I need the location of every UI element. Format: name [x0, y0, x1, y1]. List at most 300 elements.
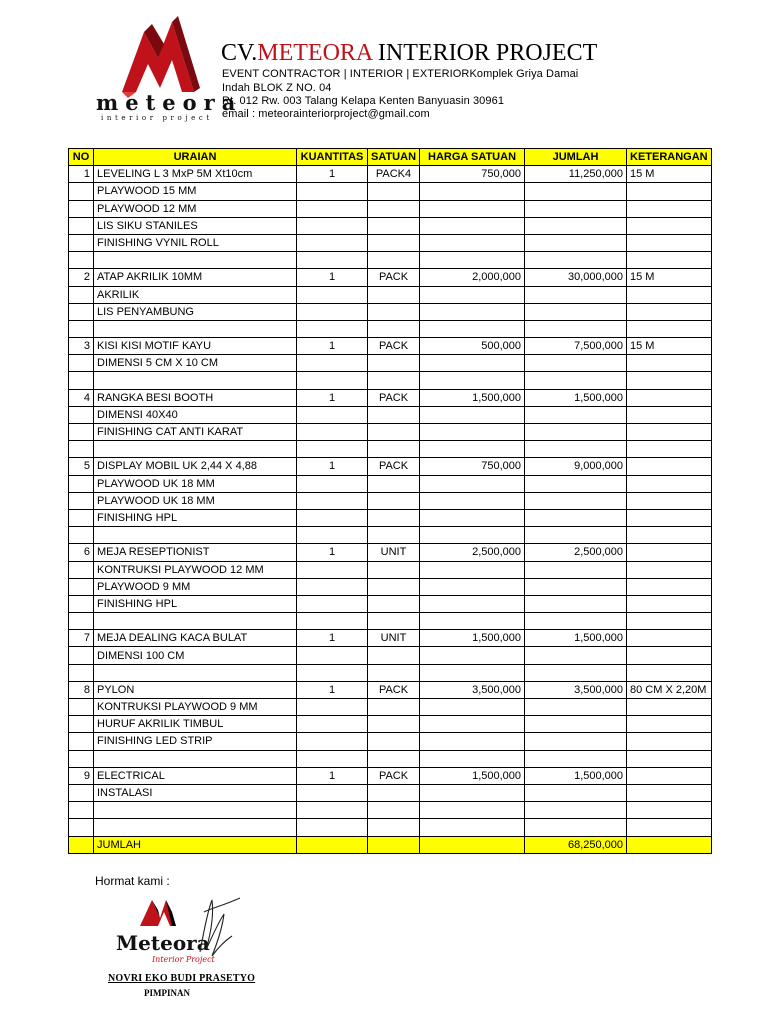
cell-satuan: [368, 716, 420, 733]
table-row: [69, 784, 712, 801]
cell-jumlah: [525, 424, 627, 441]
cell-no: [69, 699, 94, 716]
quotation-table: [68, 148, 712, 854]
table-row: [69, 217, 712, 234]
cell-uraian: PLAYWOOD 12 MM: [94, 200, 297, 217]
cell-harga-satuan: [420, 372, 525, 389]
cell-keterangan: [627, 424, 712, 441]
cell-keterangan: [627, 802, 712, 819]
cell-kuantitas: [297, 303, 368, 320]
cell-uraian: KONTRUKSI PLAYWOOD 12 MM: [94, 561, 297, 578]
total-note-cell: [627, 836, 712, 853]
cell-harga-satuan: [420, 509, 525, 526]
cell-harga-satuan: [420, 647, 525, 664]
cell-jumlah: 7,500,000: [525, 338, 627, 355]
company-name: [221, 40, 597, 67]
cell-no: [69, 733, 94, 750]
cell-no: [69, 475, 94, 492]
table-row: [69, 681, 712, 698]
cell-kuantitas: [297, 699, 368, 716]
cell-keterangan: [627, 475, 712, 492]
cell-keterangan: [627, 492, 712, 509]
cell-harga-satuan: 1,500,000: [420, 767, 525, 784]
cell-harga-satuan: [420, 595, 525, 612]
cell-keterangan: [627, 784, 712, 801]
cell-kuantitas: [297, 286, 368, 303]
cell-satuan: [368, 578, 420, 595]
company-accent: METEORA: [257, 40, 372, 66]
cell-uraian: AKRILIK: [94, 286, 297, 303]
cell-no: [69, 234, 94, 251]
cell-keterangan: [627, 389, 712, 406]
stamp-sub-text: Interior Project: [152, 955, 215, 964]
table-row: [69, 424, 712, 441]
table-row: [69, 716, 712, 733]
cell-no: [69, 750, 94, 767]
company-prefix: CV.: [221, 40, 258, 66]
cell-harga-satuan: [420, 716, 525, 733]
cell-uraian: [94, 527, 297, 544]
header-uraian: URAIAN: [94, 149, 297, 166]
cell-uraian: DIMENSI 5 CM X 10 CM: [94, 355, 297, 372]
cell-uraian: KISI KISI MOTIF KAYU: [94, 338, 297, 355]
cell-keterangan: [627, 819, 712, 836]
cell-keterangan: [627, 561, 712, 578]
table-row: [69, 767, 712, 784]
cell-no: [69, 183, 94, 200]
cell-kuantitas: [297, 578, 368, 595]
header-jumlah: JUMLAH: [525, 149, 627, 166]
cell-satuan: [368, 200, 420, 217]
cell-kuantitas: [297, 200, 368, 217]
cell-jumlah: [525, 372, 627, 389]
cell-jumlah: [525, 595, 627, 612]
cell-no: [69, 613, 94, 630]
address-line-3: Rt. 012 Rw. 003 Talang Kelapa Kenten Banyuasin 30961: [222, 95, 505, 107]
cell-jumlah: 1,500,000: [525, 389, 627, 406]
cell-jumlah: [525, 441, 627, 458]
table-row: [69, 166, 712, 183]
closing-text: Hormat kami :: [95, 874, 170, 888]
cell-kuantitas: 1: [297, 389, 368, 406]
cell-keterangan: [627, 578, 712, 595]
cell-keterangan: [627, 544, 712, 561]
cell-jumlah: [525, 699, 627, 716]
cell-uraian: INSTALASI: [94, 784, 297, 801]
cell-uraian: MEJA RESEPTIONIST: [94, 544, 297, 561]
cell-satuan: [368, 406, 420, 423]
cell-jumlah: [525, 509, 627, 526]
cell-uraian: DIMENSI 40X40: [94, 406, 297, 423]
table-row: [69, 802, 712, 819]
cell-satuan: [368, 183, 420, 200]
cell-satuan: [368, 441, 420, 458]
cell-uraian: [94, 372, 297, 389]
cell-harga-satuan: 500,000: [420, 338, 525, 355]
cell-jumlah: [525, 750, 627, 767]
cell-keterangan: [627, 355, 712, 372]
table-row: [69, 595, 712, 612]
header-satuan: SATUAN: [368, 149, 420, 166]
cell-satuan: [368, 527, 420, 544]
cell-uraian: [94, 320, 297, 337]
cell-no: [69, 492, 94, 509]
cell-keterangan: [627, 320, 712, 337]
cell-satuan: [368, 475, 420, 492]
cell-jumlah: [525, 200, 627, 217]
total-unit-cell: [368, 836, 420, 853]
cell-harga-satuan: [420, 200, 525, 217]
cell-kuantitas: [297, 475, 368, 492]
cell-keterangan: [627, 217, 712, 234]
cell-kuantitas: 1: [297, 544, 368, 561]
document-header: [0, 0, 768, 140]
cell-jumlah: [525, 406, 627, 423]
total-row: [69, 836, 712, 853]
cell-uraian: PLAYWOOD UK 18 MM: [94, 475, 297, 492]
cell-uraian: LIS SIKU STANILES: [94, 217, 297, 234]
cell-jumlah: [525, 527, 627, 544]
cell-satuan: [368, 303, 420, 320]
address-line-1: EVENT CONTRACTOR | INTERIOR | EXTERIORKomplek Griya Damai: [222, 68, 579, 80]
cell-uraian: RANGKA BESI BOOTH: [94, 389, 297, 406]
cell-keterangan: [627, 664, 712, 681]
cell-no: [69, 372, 94, 389]
table-row: [69, 475, 712, 492]
header-keterangan: KETERANGAN: [627, 149, 712, 166]
cell-no: [69, 647, 94, 664]
cell-no: [69, 664, 94, 681]
cell-satuan: [368, 819, 420, 836]
cell-harga-satuan: [420, 252, 525, 269]
total-label: JUMLAH: [94, 836, 297, 853]
cell-harga-satuan: [420, 699, 525, 716]
cell-no: [69, 286, 94, 303]
cell-uraian: [94, 802, 297, 819]
table-row: [69, 338, 712, 355]
email-line: email : meteorainteriorproject@gmail.com: [222, 108, 430, 120]
cell-keterangan: [627, 252, 712, 269]
cell-keterangan: [627, 716, 712, 733]
cell-harga-satuan: 750,000: [420, 458, 525, 475]
table-row: [69, 303, 712, 320]
cell-no: [69, 578, 94, 595]
cell-jumlah: 9,000,000: [525, 458, 627, 475]
cell-no: 7: [69, 630, 94, 647]
cell-satuan: [368, 664, 420, 681]
cell-no: [69, 200, 94, 217]
cell-no: 3: [69, 338, 94, 355]
cell-harga-satuan: [420, 303, 525, 320]
cell-jumlah: 1,500,000: [525, 767, 627, 784]
cell-harga-satuan: [420, 561, 525, 578]
cell-harga-satuan: [420, 355, 525, 372]
cell-uraian: FINISHING HPL: [94, 595, 297, 612]
cell-uraian: PLAYWOOD 15 MM: [94, 183, 297, 200]
cell-no: 2: [69, 269, 94, 286]
cell-harga-satuan: [420, 320, 525, 337]
cell-keterangan: [627, 183, 712, 200]
cell-keterangan: [627, 234, 712, 251]
cell-jumlah: [525, 320, 627, 337]
cell-uraian: FINISHING VYNIL ROLL: [94, 234, 297, 251]
table-row: [69, 750, 712, 767]
cell-jumlah: [525, 492, 627, 509]
cell-harga-satuan: [420, 802, 525, 819]
cell-satuan: [368, 217, 420, 234]
total-qty-cell: [297, 836, 368, 853]
cell-keterangan: [627, 733, 712, 750]
cell-jumlah: [525, 475, 627, 492]
cell-jumlah: 30,000,000: [525, 269, 627, 286]
cell-jumlah: [525, 578, 627, 595]
cell-kuantitas: [297, 595, 368, 612]
cell-kuantitas: [297, 234, 368, 251]
cell-harga-satuan: [420, 234, 525, 251]
cell-kuantitas: [297, 424, 368, 441]
address-line-2: Indah BLOK Z NO. 04: [222, 82, 332, 94]
cell-keterangan: [627, 647, 712, 664]
table-row: [69, 613, 712, 630]
cell-satuan: [368, 234, 420, 251]
cell-satuan: PACK: [368, 681, 420, 698]
cell-no: [69, 406, 94, 423]
cell-uraian: PLAYWOOD 9 MM: [94, 578, 297, 595]
cell-keterangan: [627, 286, 712, 303]
cell-no: [69, 303, 94, 320]
cell-satuan: [368, 509, 420, 526]
table-row: [69, 458, 712, 475]
cell-kuantitas: 1: [297, 681, 368, 698]
cell-keterangan: 15 M: [627, 166, 712, 183]
total-price-cell: [420, 836, 525, 853]
cell-harga-satuan: [420, 527, 525, 544]
cell-no: [69, 441, 94, 458]
cell-kuantitas: 1: [297, 458, 368, 475]
signer-name: NOVRI EKO BUDI PRASETYO: [108, 973, 256, 984]
cell-keterangan: [627, 750, 712, 767]
cell-kuantitas: [297, 733, 368, 750]
cell-satuan: [368, 595, 420, 612]
cell-harga-satuan: [420, 286, 525, 303]
cell-kuantitas: [297, 492, 368, 509]
cell-keterangan: [627, 458, 712, 475]
cell-keterangan: [627, 527, 712, 544]
cell-kuantitas: [297, 355, 368, 372]
cell-satuan: [368, 372, 420, 389]
cell-harga-satuan: [420, 441, 525, 458]
cell-kuantitas: [297, 252, 368, 269]
cell-kuantitas: [297, 664, 368, 681]
cell-harga-satuan: 3,500,000: [420, 681, 525, 698]
cell-keterangan: [627, 595, 712, 612]
cell-kuantitas: [297, 819, 368, 836]
table-row: [69, 819, 712, 836]
cell-satuan: [368, 802, 420, 819]
cell-jumlah: [525, 561, 627, 578]
cell-jumlah: 1,500,000: [525, 630, 627, 647]
cell-kuantitas: 1: [297, 269, 368, 286]
cell-harga-satuan: [420, 784, 525, 801]
cell-kuantitas: [297, 217, 368, 234]
cell-satuan: PACK: [368, 458, 420, 475]
cell-keterangan: [627, 767, 712, 784]
logo-subtitle: interior project: [101, 114, 213, 122]
cell-jumlah: [525, 802, 627, 819]
cell-no: 1: [69, 166, 94, 183]
table-row: [69, 269, 712, 286]
cell-harga-satuan: [420, 406, 525, 423]
cell-jumlah: [525, 355, 627, 372]
cell-no: [69, 784, 94, 801]
cell-jumlah: [525, 234, 627, 251]
cell-harga-satuan: [420, 217, 525, 234]
cell-jumlah: [525, 647, 627, 664]
cell-uraian: DISPLAY MOBIL UK 2,44 X 4,88: [94, 458, 297, 475]
cell-no: 6: [69, 544, 94, 561]
cell-no: [69, 802, 94, 819]
cell-keterangan: 80 CM X 2,20M: [627, 681, 712, 698]
cell-uraian: [94, 664, 297, 681]
cell-satuan: [368, 320, 420, 337]
cell-kuantitas: [297, 613, 368, 630]
table-row: [69, 664, 712, 681]
cell-keterangan: [627, 613, 712, 630]
cell-uraian: ELECTRICAL: [94, 767, 297, 784]
company-suffix: INTERIOR PROJECT: [371, 40, 598, 66]
cell-no: [69, 527, 94, 544]
cell-no: [69, 819, 94, 836]
cell-satuan: [368, 252, 420, 269]
table-row: [69, 492, 712, 509]
cell-uraian: PLAYWOOD UK 18 MM: [94, 492, 297, 509]
cell-satuan: UNIT: [368, 544, 420, 561]
cell-satuan: [368, 733, 420, 750]
cell-harga-satuan: [420, 492, 525, 509]
table-header-row: [69, 149, 712, 166]
cell-uraian: [94, 441, 297, 458]
cell-satuan: [368, 286, 420, 303]
total-value: 68,250,000: [525, 836, 627, 853]
cell-satuan: PACK: [368, 767, 420, 784]
cell-harga-satuan: 1,500,000: [420, 630, 525, 647]
table-row: [69, 234, 712, 251]
cell-harga-satuan: [420, 578, 525, 595]
cell-kuantitas: 1: [297, 630, 368, 647]
cell-jumlah: 2,500,000: [525, 544, 627, 561]
table-row: [69, 509, 712, 526]
cell-uraian: ATAP AKRILIK 10MM: [94, 269, 297, 286]
header-kuantitas: KUANTITAS: [297, 149, 368, 166]
cell-jumlah: 11,250,000: [525, 166, 627, 183]
cell-kuantitas: [297, 372, 368, 389]
table-row: [69, 320, 712, 337]
cell-harga-satuan: [420, 613, 525, 630]
cell-harga-satuan: [420, 733, 525, 750]
cell-uraian: LIS PENYAMBUNG: [94, 303, 297, 320]
cell-satuan: [368, 750, 420, 767]
cell-keterangan: [627, 441, 712, 458]
table-row: [69, 544, 712, 561]
cell-jumlah: [525, 217, 627, 234]
cell-keterangan: [627, 303, 712, 320]
cell-harga-satuan: [420, 819, 525, 836]
cell-harga-satuan: [420, 664, 525, 681]
cell-jumlah: [525, 819, 627, 836]
cell-satuan: [368, 647, 420, 664]
cell-jumlah: [525, 252, 627, 269]
cell-harga-satuan: 750,000: [420, 166, 525, 183]
table-body: [69, 166, 712, 836]
cell-kuantitas: [297, 750, 368, 767]
cell-jumlah: [525, 784, 627, 801]
cell-uraian: KONTRUKSI PLAYWOOD 9 MM: [94, 699, 297, 716]
cell-keterangan: [627, 200, 712, 217]
cell-satuan: [368, 699, 420, 716]
cell-uraian: FINISHING CAT ANTI KARAT: [94, 424, 297, 441]
table-row: [69, 252, 712, 269]
cell-kuantitas: [297, 406, 368, 423]
cell-satuan: [368, 613, 420, 630]
cell-no: 8: [69, 681, 94, 698]
cell-satuan: [368, 492, 420, 509]
cell-jumlah: [525, 286, 627, 303]
table-row: [69, 183, 712, 200]
cell-satuan: PACK: [368, 269, 420, 286]
cell-kuantitas: 1: [297, 338, 368, 355]
cell-uraian: FINISHING HPL: [94, 509, 297, 526]
table-row: [69, 527, 712, 544]
cell-jumlah: [525, 183, 627, 200]
table-row: [69, 578, 712, 595]
table-row: [69, 630, 712, 647]
cell-keterangan: [627, 372, 712, 389]
cell-keterangan: 15 M: [627, 338, 712, 355]
cell-harga-satuan: 2,500,000: [420, 544, 525, 561]
cell-no: [69, 320, 94, 337]
cell-keterangan: [627, 699, 712, 716]
cell-no: [69, 561, 94, 578]
cell-jumlah: [525, 613, 627, 630]
cell-jumlah: [525, 303, 627, 320]
cell-no: [69, 595, 94, 612]
cell-no: 4: [69, 389, 94, 406]
stamp-brand-text: Meteora: [116, 931, 210, 955]
cell-uraian: [94, 750, 297, 767]
cell-satuan: PACK: [368, 338, 420, 355]
table-row: [69, 372, 712, 389]
cell-kuantitas: [297, 647, 368, 664]
cell-no: [69, 217, 94, 234]
cell-keterangan: [627, 406, 712, 423]
table-row: [69, 699, 712, 716]
cell-uraian: [94, 819, 297, 836]
cell-satuan: PACK: [368, 389, 420, 406]
cell-uraian: MEJA DEALING KACA BULAT: [94, 630, 297, 647]
cell-satuan: [368, 355, 420, 372]
cell-keterangan: [627, 509, 712, 526]
cell-harga-satuan: 1,500,000: [420, 389, 525, 406]
cell-uraian: FINISHING LED STRIP: [94, 733, 297, 750]
table-row: [69, 286, 712, 303]
total-no-cell: [69, 836, 94, 853]
cell-no: [69, 716, 94, 733]
cell-harga-satuan: [420, 424, 525, 441]
table-row: [69, 389, 712, 406]
cell-jumlah: 3,500,000: [525, 681, 627, 698]
logo-wordmark: meteora: [96, 90, 243, 115]
table-row: [69, 647, 712, 664]
